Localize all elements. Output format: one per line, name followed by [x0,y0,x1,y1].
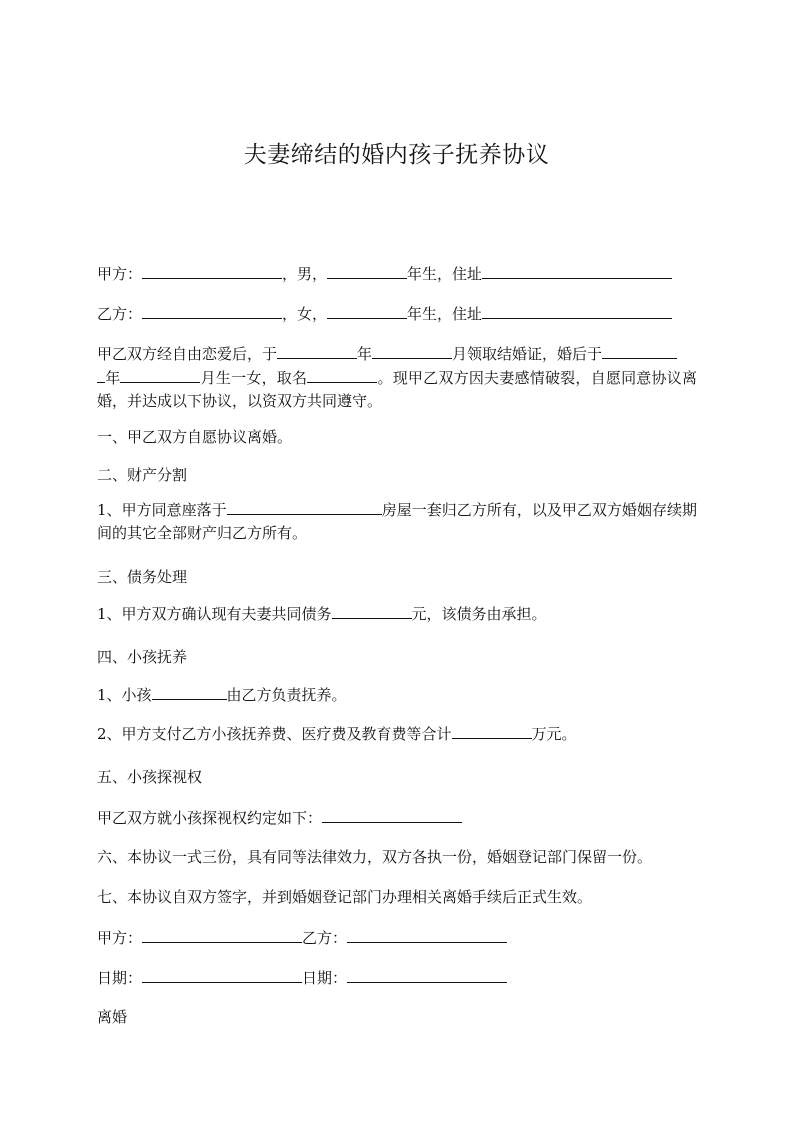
birth-year-blank-2 [97,366,105,383]
marriage-year-blank [277,342,357,359]
section-6: 六、本协议一式三份，具有同等法律效力，双方各执一份，婚姻登记部门保留一份。 [97,848,653,866]
signature-party-a-label: 甲方： [97,929,143,947]
visitation-clause [97,806,697,829]
party-b-line [97,302,697,325]
intro-text-2: 年 [357,345,373,363]
signature-party-b-label: 乙方： [302,929,348,947]
marriage-month-blank [372,342,452,359]
date-b-label: 日期： [302,969,348,987]
party-b-birth-blank [327,302,407,319]
intro-text-4: 年 [105,369,121,387]
child-name-blank [307,366,377,383]
visitation-blank [322,806,462,823]
section-1: 一、甲乙双方自愿协议离婚。 [97,428,293,446]
party-b-name-blank [142,302,282,319]
party-a-name-blank [142,262,282,279]
support-text-1: 2、甲方支付乙方小孩抚养费、医疗费及教育费等合计 [97,725,452,743]
signature-line [97,926,697,949]
document-title: 夫妻缔结的婚内孩子抚养协议 [243,142,550,168]
child-text-2: 由乙方负责抚养。 [226,686,347,704]
birth-month-blank [120,366,200,383]
property-text-1: 1、甲方同意座落于 [97,501,227,519]
support-text-2: 万元。 [531,725,577,743]
debt-clause [97,602,697,625]
section-2-heading: 二、财产分割 [97,466,188,484]
party-a-birth-label: 年生，住址 [407,265,483,283]
debt-text-1: 1、甲方双方确认现有夫妻共同债务 [97,605,332,623]
party-b-gender: ，女， [282,305,328,323]
date-line [97,966,697,989]
intro-text-1: 甲乙双方经自由恋爱后，于 [97,345,278,363]
child-text-1: 1、小孩 [97,686,152,704]
party-a-birth-blank [327,262,407,279]
party-a-line [97,262,697,285]
section-4-heading: 四、小孩抚养 [97,648,188,666]
intro-text-6: 。现甲乙双方因夫妻感情破裂，自愿同意协议离婚，并达成以下协议，以资双方共同遵守。 [97,369,697,410]
date-a-blank [142,966,302,983]
party-a-gender: ，男， [282,265,328,283]
signature-party-b-blank [347,926,507,943]
party-a-address-blank [482,262,672,279]
section-7: 七、本协议自双方签字，并到婚姻登记部门办理相关离婚手续后正式生效。 [97,888,593,906]
party-b-label: 乙方： [97,305,143,323]
birth-year-blank-1 [602,342,677,359]
child-support-clause [97,722,697,745]
property-location-blank [227,498,382,515]
support-amount-blank [452,722,532,739]
child-name-blank-2 [152,683,227,700]
party-b-address-blank [482,302,672,319]
child-custody-clause [97,683,697,706]
party-b-birth-label: 年生，住址 [407,305,483,323]
section-5-heading: 五、小孩探视权 [97,768,203,786]
debt-text-2: 元，该债务由承担。 [411,605,547,623]
property-clause [97,498,697,545]
visit-text: 甲乙双方就小孩探视权约定如下： [97,809,323,827]
intro-text-3: 月领取结婚证，婚后于 [452,345,603,363]
property-text-2: 房屋一套归乙方所有，以及甲乙双方婚姻存续期间的其它全部财产归乙方所有。 [97,501,697,542]
footer-text: 离婚 [97,1008,128,1026]
section-3-heading: 三、债务处理 [97,568,188,586]
party-a-label: 甲方： [97,265,143,283]
date-a-label: 日期： [97,969,143,987]
signature-party-a-blank [142,926,302,943]
intro-text-5: 月生一女，取名 [200,369,308,387]
date-b-blank [347,966,507,983]
intro-paragraph [97,342,697,413]
debt-amount-blank [332,602,412,619]
